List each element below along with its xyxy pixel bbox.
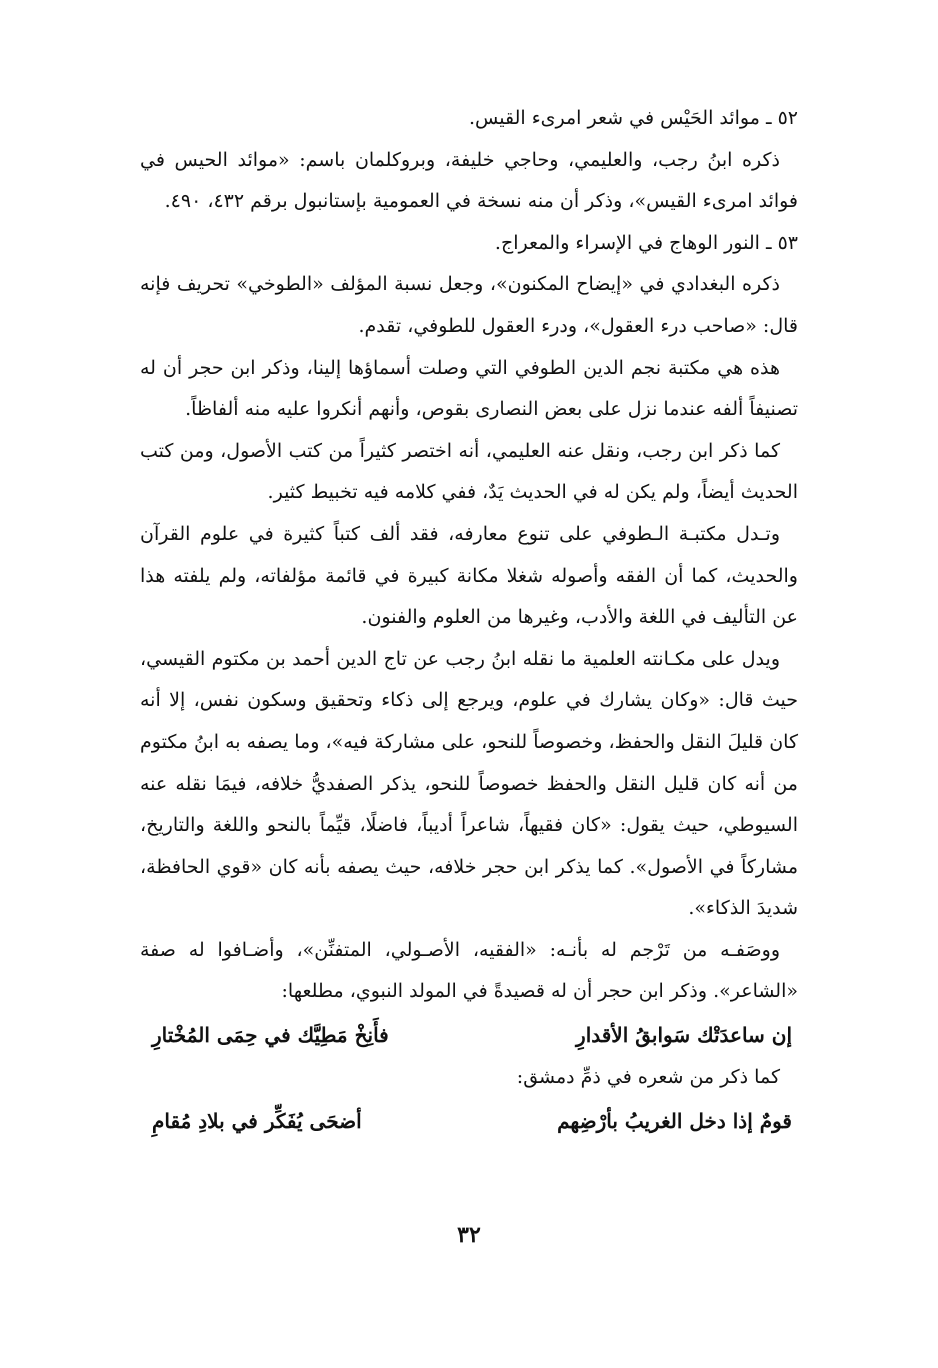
- paragraph-ibn-rajab: كما ذكر ابن رجب، ونقل عنه العليمي، أنه اختصر كثيراً من كتب الأصول، ومن كتب الحديث أيضاً، ولم يكن له في الحديث يَدٌ، ففي كلامه فيه تخبيط كثير.: [140, 439, 798, 504]
- paragraph-status: ويدل على مكـانته العلمية ما نقله ابنُ رجب عن تاج الدين أحمد بن مكتوم القيسي، حيث قال: «وكان يشارك في علوم، ويرجع إلى ذكاء وتحقيق وسكون نفس، إلا أنه كان قليلَ النقل والحفظ، وخصوصاً للنحو، على مشاركة فيه»، وما يصفه به ابنُ مكتوم من أنه كان قليل النقل والحفظ خصوصاً للنحو، يذكر الصفديُّ خلافه، فيمَا نقله عنه السيوطي، حيث يقول: «كان فقيهاً، شاعراً أديباً، فاضلًا، قيِّماً بالنحو واللغة والتاريخ، مشاركاً في الأصول». كما يذكر ابن حجر خلافه، حيث يصفه بأنه كان «قوي الحافظة، شديدَ الذكاء».: [140, 647, 798, 920]
- paragraph-library: هذه هي مكتبة نجم الدين الطوفي التي وصلت أسماؤها إلينا، وذكر ابن حجر أن له تصنيفاً ألفه عندما نزل على بعض النصارى بقوص، وأنهم أنكروا عليه منه ألفاظاً.: [140, 356, 798, 421]
- paragraph-description: ووصَفـه من تَرْجم له بأنـه: «الفقيه، الأصـولي، المتفنِّن»، وأضـافوا له صفة «الشاعر». وذكر ابن حجر أن له قصيدةً في المولد النبوي، مطلعها:: [140, 938, 798, 1003]
- verse-1-second-hemistich: فأَنِخْ مَطِيَّك في حِمَى المُخْتارِ: [152, 1023, 389, 1048]
- verse-1-first-hemistich: إن ساعدَتْك سَوابقُ الأقدارِ: [576, 1023, 792, 1048]
- paragraph-knowledge: وتـدل مكتبـة الـطوفي على تنوع معارفه، فقد ألف كتباً كثيرة في علوم القرآن والحديث، كما أن الفقه وأصوله شغلا مكانة كبيرة في قائمة مؤلفاته، ولم يلفته هذا عن التأليف في اللغة والأدب، وغيرها من العلوم والفنون.: [140, 522, 798, 629]
- entry-52-heading: ٥٢ ـ موائد الحَيْس في شعر امرىء القيس.: [469, 107, 798, 129]
- verse-2-second-hemistich: أضحَى يُفَكِّر في بلادِ مُقامِ: [152, 1108, 362, 1133]
- page-number: ٣٢: [457, 1222, 481, 1248]
- verse-intro: كما ذكر من شعره في ذمِّ دمشق:: [516, 1066, 780, 1089]
- entry-53-heading: ٥٣ ـ النور الوهاج في الإسراء والمعراج.: [494, 231, 798, 254]
- entry-53-body: ذكره البغدادي في «إيضاح المكنون»، وجعل نسبة المؤلف «الطوخي» تحريف فإنه قال: «صاحب درء العقول»، ودرء العقول للطوفي، تقدم.: [140, 273, 798, 337]
- verse-line-1: [140, 1013, 798, 1057]
- verse-line-2: [140, 1099, 798, 1143]
- verse-2-first-hemistich: قومٌ إذا دخل الغريبُ بأرْضِهم: [557, 1108, 792, 1133]
- page-body: [140, 98, 798, 1143]
- entry-52-body: ذكره ابنُ رجب، والعليمي، وحاجي خليفة، وبروكلمان باسم: «موائد الحيس في فوائد امرىء القيس»، وذكر أن منه نسخة في العمومية بإستانبول برقم ٤٣٢، ٤٩٠.: [140, 148, 798, 213]
